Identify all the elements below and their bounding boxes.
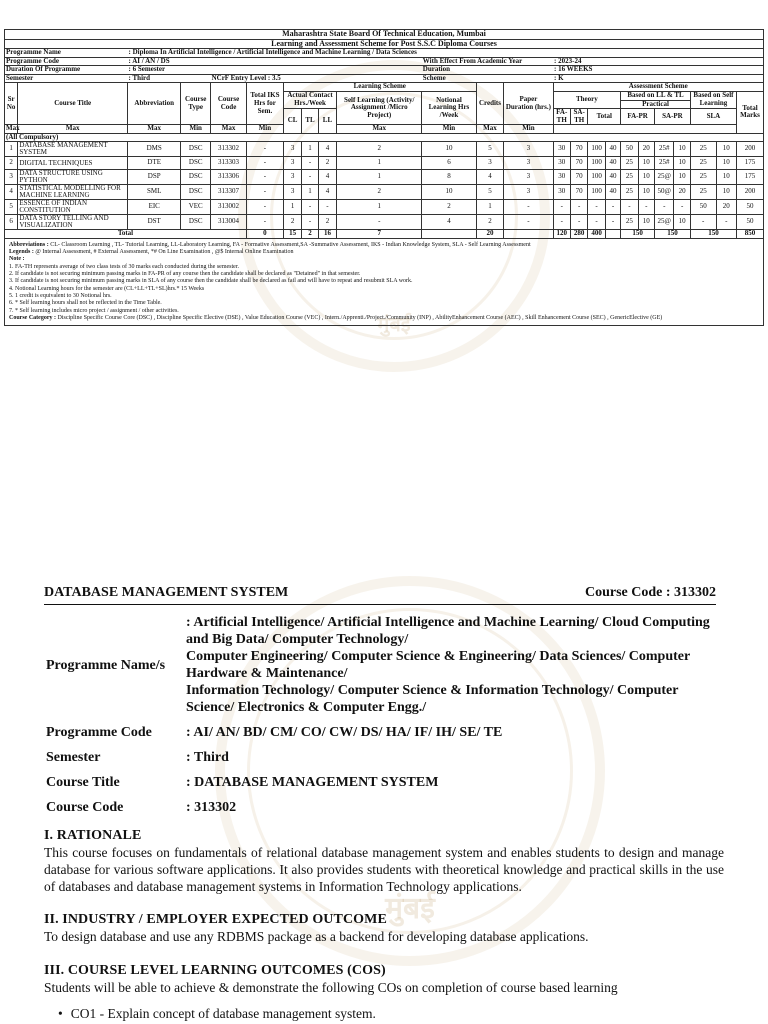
course-title-value: : DATABASE MANAGEMENT SYSTEM [186,775,439,790]
course-cell-credits: 4 [476,170,504,185]
header-sa-pr: SA-PR [655,109,691,125]
course-cell-sr: 1 [5,142,18,157]
duration-programme-label: Duration Of Programme [5,66,128,75]
header-sla-max: Max [476,125,504,134]
course-cell-tot-min: - [605,215,620,230]
course-cell-fa-pr-min: 10 [638,185,654,200]
header-total-min: Min [181,125,211,134]
course-cell-abbr: DSP [128,170,181,185]
course-cell-paper: 3 [504,185,553,200]
duration-programme-value: : 6 Semester [128,66,422,75]
course-cell-type: DSC [181,170,211,185]
header-sa-pr-max: Max [337,125,422,134]
programme-names-value [186,610,732,720]
header-course-title: Course Title [18,83,128,125]
total-fa-pr: 150 [621,230,655,239]
course-cell-self: 1 [337,170,422,185]
course-cell-iks: - [246,157,283,170]
semester-value: : Third [128,74,211,83]
abbreviations-text: CL- Classroom Learning , TL- Tutorial Learning, LL-Laboratory Learning, FA - Formative Assessment,SA -Summative Assessment, IKS - Indian Knowledge System, SLA - Self Learning Assessment [48,241,531,248]
course-semester-label: Semester [46,750,101,765]
course-page [0,566,768,1024]
effect-from-label: With Effect From Academic Year [422,57,553,66]
course-cell-fa-th-max: 30 [553,142,570,157]
course-cell-total: 175 [737,170,764,185]
course-cell-tot-min: - [605,200,620,215]
scheme-page [0,0,768,462]
course-cell-paper: 3 [504,170,553,185]
course-cell-sla-min: 10 [716,157,737,170]
course-cell-fa-pr-max: 25 [621,215,638,230]
course-cell-total: 200 [737,142,764,157]
watermark-seal-bottom: मुंबई [215,576,605,966]
course-cell-fa-pr-max: 25 [621,157,638,170]
note-label: Note : [9,256,25,263]
course-cell-total: 50 [737,200,764,215]
scheme-value: : K [553,74,763,83]
course-cell-ll: 4 [318,170,336,185]
course-row [5,142,764,157]
course-header [44,585,716,605]
course-cell-abbr: DTE [128,157,181,170]
course-cell-sa-pr-max: - [655,200,674,215]
course-cell-type: DSC [181,215,211,230]
course-category-text: Discipline Specific Course Core (DSC) , Discipline Specific Elective (DSE) , Value Education Course (VEC) , Intern./Apprenti./Project./Community (INP) , AbilityEnhancement Course (AEC) , Skill Enhancement Course (SEC) , GenericElective (GE) [56,314,663,321]
industry-outcome-heading: II. INDUSTRY / EMPLOYER EXPECTED OUTCOME [44,912,387,927]
course-category-label: Course Category : [9,314,56,321]
course-outcomes-section [44,963,724,1022]
duration-value: : 16 WEEKS [553,66,763,75]
header-assessment-scheme: Assessment Scheme [553,83,763,92]
total-sa-th: 280 [570,230,587,239]
course-cell-tot-max: 100 [588,170,605,185]
course-cell-sa-pr-min: 10 [674,170,690,185]
course-cell-total: 200 [737,185,764,200]
course-cell-sr: 2 [5,157,18,170]
course-cell-sa-th-max: - [570,215,587,230]
header-based-self-learning: Based on Self Learning [690,91,736,108]
course-cell-tot-max: - [588,200,605,215]
course-cell-sa-th-max: 70 [570,185,587,200]
scheme-label: Scheme [422,74,553,83]
note-line: 4. Notional Learning hours for the semester are (CL+LL+TL+SL)hrs.* 15 Weeks [9,285,205,292]
course-cell-iks: - [246,170,283,185]
programme-name-line: Hardware & Maintenance/ [186,666,348,681]
course-cell-sla-min: 10 [716,142,737,157]
course-cell-fa-pr-min: 10 [638,215,654,230]
course-cell-fa-th-max: 30 [553,157,570,170]
course-row [5,157,764,170]
course-cell-sla-min: 10 [716,170,737,185]
course-cell-tl: - [302,215,318,230]
course-cell-tl: - [302,157,318,170]
header-course-type: Course Type [181,83,211,125]
course-cell-tot-min: 40 [605,157,620,170]
total-ll: 16 [318,230,336,239]
course-cell-code: 313306 [211,170,247,185]
programme-names-label: Programme Name/s [46,657,166,673]
course-cell-fa-pr-max: 50 [621,142,638,157]
total-label: Total [5,230,247,239]
course-cell-total: 175 [737,157,764,170]
course-cell-sla-max: 25 [690,142,716,157]
course-code-value: : 313302 [186,800,237,815]
rationale-heading: I. RATIONALE [44,828,142,843]
course-cell-sla-max: 25 [690,157,716,170]
course-cell-fa-pr-min: - [638,200,654,215]
legends-label: Legends : [9,249,34,256]
programme-name-label: Programme Name [5,49,128,58]
course-cell-sa-pr-min: 10 [674,157,690,170]
course-cell-tl: 1 [302,142,318,157]
programme-name-line: : Artificial Intelligence/ Artificial Intelligence and Machine Learning/ Cloud Computing [186,615,710,630]
course-row [5,185,764,200]
course-cell-sa-th-max: 70 [570,157,587,170]
programme-name-line: Information Technology/ Computer Science & Information Technology/ Computer [186,683,679,698]
course-cell-cl: 3 [283,170,301,185]
course-cell-sa-pr-min: - [674,200,690,215]
header-based-ll-tl: Based on LL & TL [621,91,691,100]
course-cell-type: DSC [181,157,211,170]
course-cell-iks: - [246,185,283,200]
total-theory: 400 [588,230,605,239]
course-outcome-item: • CO1 - Explain concept of database management system. [58,1006,724,1022]
total-credits: 20 [476,230,504,239]
course-cell-fa-pr-max: - [621,200,638,215]
course-cell-paper: 3 [504,157,553,170]
course-cell-title: DATA STRUCTURE USING PYTHON [18,170,128,185]
course-cell-fa-th-max: - [553,215,570,230]
course-cell-sa-pr-max: 25@ [655,170,674,185]
scheme-notes [5,238,764,325]
course-outcomes-list [58,1006,724,1022]
course-outcomes-heading: III. COURSE LEVEL LEARNING OUTCOMES (COS) [44,963,386,978]
course-cell-code: 313302 [211,142,247,157]
course-cell-tot-min: 40 [605,185,620,200]
course-cell-fa-pr-min: 20 [638,142,654,157]
course-cell-abbr: DMS [128,142,181,157]
programme-name-line: and Big Data/ Computer Technology/ [186,632,409,647]
course-cell-fa-pr-min: 10 [638,157,654,170]
course-cell-sla-max: - [690,215,716,230]
course-cell-tl: - [302,170,318,185]
course-row [5,170,764,185]
course-cell-total: 50 [737,215,764,230]
course-cell-sa-pr-min: 20 [674,185,690,200]
course-cell-tot-max: 100 [588,157,605,170]
course-cell-fa-th-max: 30 [553,170,570,185]
board-title: Maharashtra State Board Of Technical Education, Mumbai [5,30,764,40]
header-sr-no: Sr No [5,83,18,125]
watermark-seal-top: मुंबई [238,60,550,372]
course-cell-tot-max: 100 [588,185,605,200]
course-cell-notional: 2 [422,200,476,215]
effect-from-value: : 2023-24 [553,57,763,66]
course-cell-paper: 3 [504,142,553,157]
course-semester-value: : Third [186,750,229,765]
course-cell-credits: 1 [476,200,504,215]
course-cell-tl: - [302,200,318,215]
course-cell-notional: 6 [422,157,476,170]
total-iks: 0 [246,230,283,239]
header-fa-pr-min: Min [246,125,283,134]
header-theory: Theory [553,91,621,108]
note-line: 7. * Self learning includes micro project / assignment / other activities. [9,307,179,314]
course-cell-abbr: EIC [128,200,181,215]
course-title-label: Course Title [46,775,120,790]
total-cl: 15 [283,230,301,239]
header-total-marks: Total Marks [737,91,764,133]
course-cell-sr: 4 [5,185,18,200]
course-programme-code-value: : AI/ AN/ BD/ CM/ CO/ CW/ DS/ HA/ IF/ IH/ SE/ TE [186,725,503,740]
course-cell-sr: 5 [5,200,18,215]
course-cell-type: DSC [181,142,211,157]
total-marks: 850 [737,230,764,239]
course-cell-ll: 4 [318,142,336,157]
course-info-table [42,610,732,820]
ncrf-entry-level: NCrF Entry Level : 3.5 [211,74,422,83]
course-cell-code: 313307 [211,185,247,200]
course-cell-title: DATABASE MANAGEMENT SYSTEM [18,142,128,157]
header-sla-min: Min [504,125,553,134]
course-row [5,215,764,230]
header-total-iks: Total IKS Hrs for Sem. [246,83,283,125]
course-cell-sa-th-max: 70 [570,142,587,157]
header-course-code: Course Code [211,83,247,125]
header-learning-scheme: Learning Scheme [283,83,476,92]
course-cell-title: STATISTICAL MODELLING FOR MACHINE LEARNING [18,185,128,200]
header-sa-th: SA-TH [570,109,587,125]
header-fa-pr-max: Max [211,125,247,134]
course-cell-sa-pr-min: 10 [674,215,690,230]
course-header-code: Course Code : 313302 [584,585,716,600]
course-cell-sla-min: - [716,215,737,230]
industry-outcome-section [44,912,724,945]
course-cell-cl: 3 [283,185,301,200]
course-cell-self: 2 [337,185,422,200]
course-cell-sa-pr-max: 50@ [655,185,674,200]
header-cl: CL [283,109,301,134]
header-paper-duration: Paper Duration (hrs.) [504,83,553,125]
course-cell-self: 1 [337,157,422,170]
course-cell-title: ESSENCE OF INDIAN CONSTITUTION [18,200,128,215]
programme-name-line: Computer Engineering/ Computer Science & Engineering/ Data Sciences/ Computer [186,649,691,664]
course-cell-paper: - [504,215,553,230]
course-cell-cl: 1 [283,200,301,215]
note-line: 5. 1 credit is equivalent to 30 Notional hrs. [9,293,112,299]
course-cell-tot-min: 40 [605,170,620,185]
course-programme-code-label: Programme Code [46,725,152,740]
course-cell-sa-th-max: 70 [570,170,587,185]
note-line: 2. If candidate is not securing minimum passing marks in FA-PR of any course then the candidate shall be declared as "Detained" in that semester. [9,271,361,278]
header-fa-th-max: Max [6,124,20,133]
note-line: 1. FA-TH represents average of two class tests of 30 marks each conducted during the semester. [9,263,239,270]
course-cell-tot-max: 100 [588,142,605,157]
abbreviations-label: Abbreviations : [9,241,49,248]
course-outcomes-intro: Students will be able to achieve & demonstrate the following COs on completion of course based learning [44,980,618,995]
legends-text: @ Internal Assessment, # External Assessment, *# On Line Examination , @$ Internal Online Examination [33,249,294,256]
course-cell-code: 313303 [211,157,247,170]
learning-assessment-scheme-table [4,29,764,326]
total-sla: 150 [690,230,736,239]
course-cell-tot-max: - [588,215,605,230]
header-sa-pr-min: Min [422,125,476,134]
course-cell-ll: - [318,200,336,215]
note-line: 6. * Self learning hours shall not be reflected in the Time Table. [9,300,162,307]
course-cell-ll: 2 [318,157,336,170]
course-cell-tot-min: 40 [605,142,620,157]
course-cell-sa-pr-max: 25@ [655,215,674,230]
course-cell-title: DIGITAL TECHNIQUES [18,157,128,170]
programme-code-label: Programme Code [5,57,128,66]
course-cell-notional: 10 [422,185,476,200]
course-cell-fa-pr-max: 25 [621,170,638,185]
header-tl: TL [302,109,318,134]
course-cell-cl: 3 [283,142,301,157]
total-fa-th: 120 [553,230,570,239]
total-tl: 2 [302,230,318,239]
header-actual-contact: Actual Contact Hrs./Week [283,91,336,108]
rationale-section [44,828,724,895]
header-notional-hrs: Notional Learning Hrs /Week [422,91,476,124]
course-cell-type: VEC [181,200,211,215]
course-cell-credits: 5 [476,185,504,200]
course-cell-sa-pr-max: 25# [655,142,674,157]
course-cell-notional: 4 [422,215,476,230]
course-cell-self: - [337,215,422,230]
course-cell-sa-th-max: - [570,200,587,215]
total-self: 7 [337,230,422,239]
course-cell-ll: 4 [318,185,336,200]
course-cell-fa-th-max: 30 [553,185,570,200]
course-cell-sr: 3 [5,170,18,185]
header-theory-total: Total [588,109,621,125]
course-cell-type: DSC [181,185,211,200]
header-sa-th-max: Max [18,125,128,134]
programme-name-line: Science/ Electronics & Computer Engg./ [186,700,427,715]
header-fa-pr: FA-PR [621,109,655,125]
course-cell-paper: - [504,200,553,215]
course-cell-tl: 1 [302,185,318,200]
course-cell-sa-pr-max: 25# [655,157,674,170]
semester-label: Semester [5,74,128,83]
all-compulsory-label: (All Compulsory) [5,133,764,142]
course-cell-abbr: SML [128,185,181,200]
total-sa-pr: 150 [655,230,691,239]
course-cell-self: 2 [337,142,422,157]
course-cell-notional: 10 [422,142,476,157]
duration-label: Duration [422,66,553,75]
course-cell-sla-max: 25 [690,170,716,185]
course-cell-sla-max: 25 [690,185,716,200]
course-cell-sr: 6 [5,215,18,230]
course-cell-ll: 2 [318,215,336,230]
programme-name-value: : Diploma In Artificial Intelligence / Artificial Intelligence and Machine Learning / Data Sciences [128,49,764,58]
course-cell-credits: 5 [476,142,504,157]
rationale-text: This course focuses on fundamentals of relational database management system and enables students to design and manage database for various software applications. It also provides students with theoretical knowledge and practical skills in the use of databases and database management systems in Information Technology applications. [44,845,724,894]
note-line: 3. If candidate is not securing minimum passing marks in SLA of any course then the candidate shall be declared as fail and will have to repeat and resubmit SLA work. [9,278,413,285]
programme-code-value: : AI / AN / DS [128,57,422,66]
course-header-title: DATABASE MANAGEMENT SYSTEM [44,585,289,600]
course-cell-iks: - [246,142,283,157]
course-cell-fa-pr-max: 25 [621,185,638,200]
course-cell-sla-min: 10 [716,185,737,200]
course-row [5,200,764,215]
course-cell-notional: 8 [422,170,476,185]
course-cell-cl: 2 [283,215,301,230]
course-code-label: Course Code [46,800,124,815]
header-fa-th: FA-TH [553,109,570,125]
header-total-max: Max [128,125,181,134]
course-cell-self: 1 [337,200,422,215]
course-cell-credits: 3 [476,157,504,170]
course-cell-iks: - [246,200,283,215]
header-practical: Practical [621,100,691,109]
header-sla: SLA [690,109,736,125]
header-self-learning: Self Learning (Activity/ Assignment /Micro Project) [337,91,422,124]
header-ll: LL [318,109,336,134]
course-cell-cl: 3 [283,157,301,170]
course-cell-credits: 2 [476,215,504,230]
course-cell-fa-pr-min: 10 [638,170,654,185]
header-credits: Credits [476,83,504,125]
course-cell-sa-pr-min: 10 [674,142,690,157]
course-cell-code: 313002 [211,200,247,215]
course-cell-iks: - [246,215,283,230]
course-cell-title: DATA STORY TELLING AND VISUALIZATION [18,215,128,230]
course-cell-abbr: DST [128,215,181,230]
industry-outcome-text: To design database and use any RDBMS package as a backend for developing database applications. [44,929,589,944]
scheme-subtitle: Learning and Assessment Scheme for Post S.S.C Diploma Courses [5,39,764,49]
course-cell-sla-min: 20 [716,200,737,215]
header-abbreviation: Abbreviation [128,83,181,125]
course-cell-fa-th-max: - [553,200,570,215]
course-cell-sla-max: 50 [690,200,716,215]
course-cell-code: 313004 [211,215,247,230]
